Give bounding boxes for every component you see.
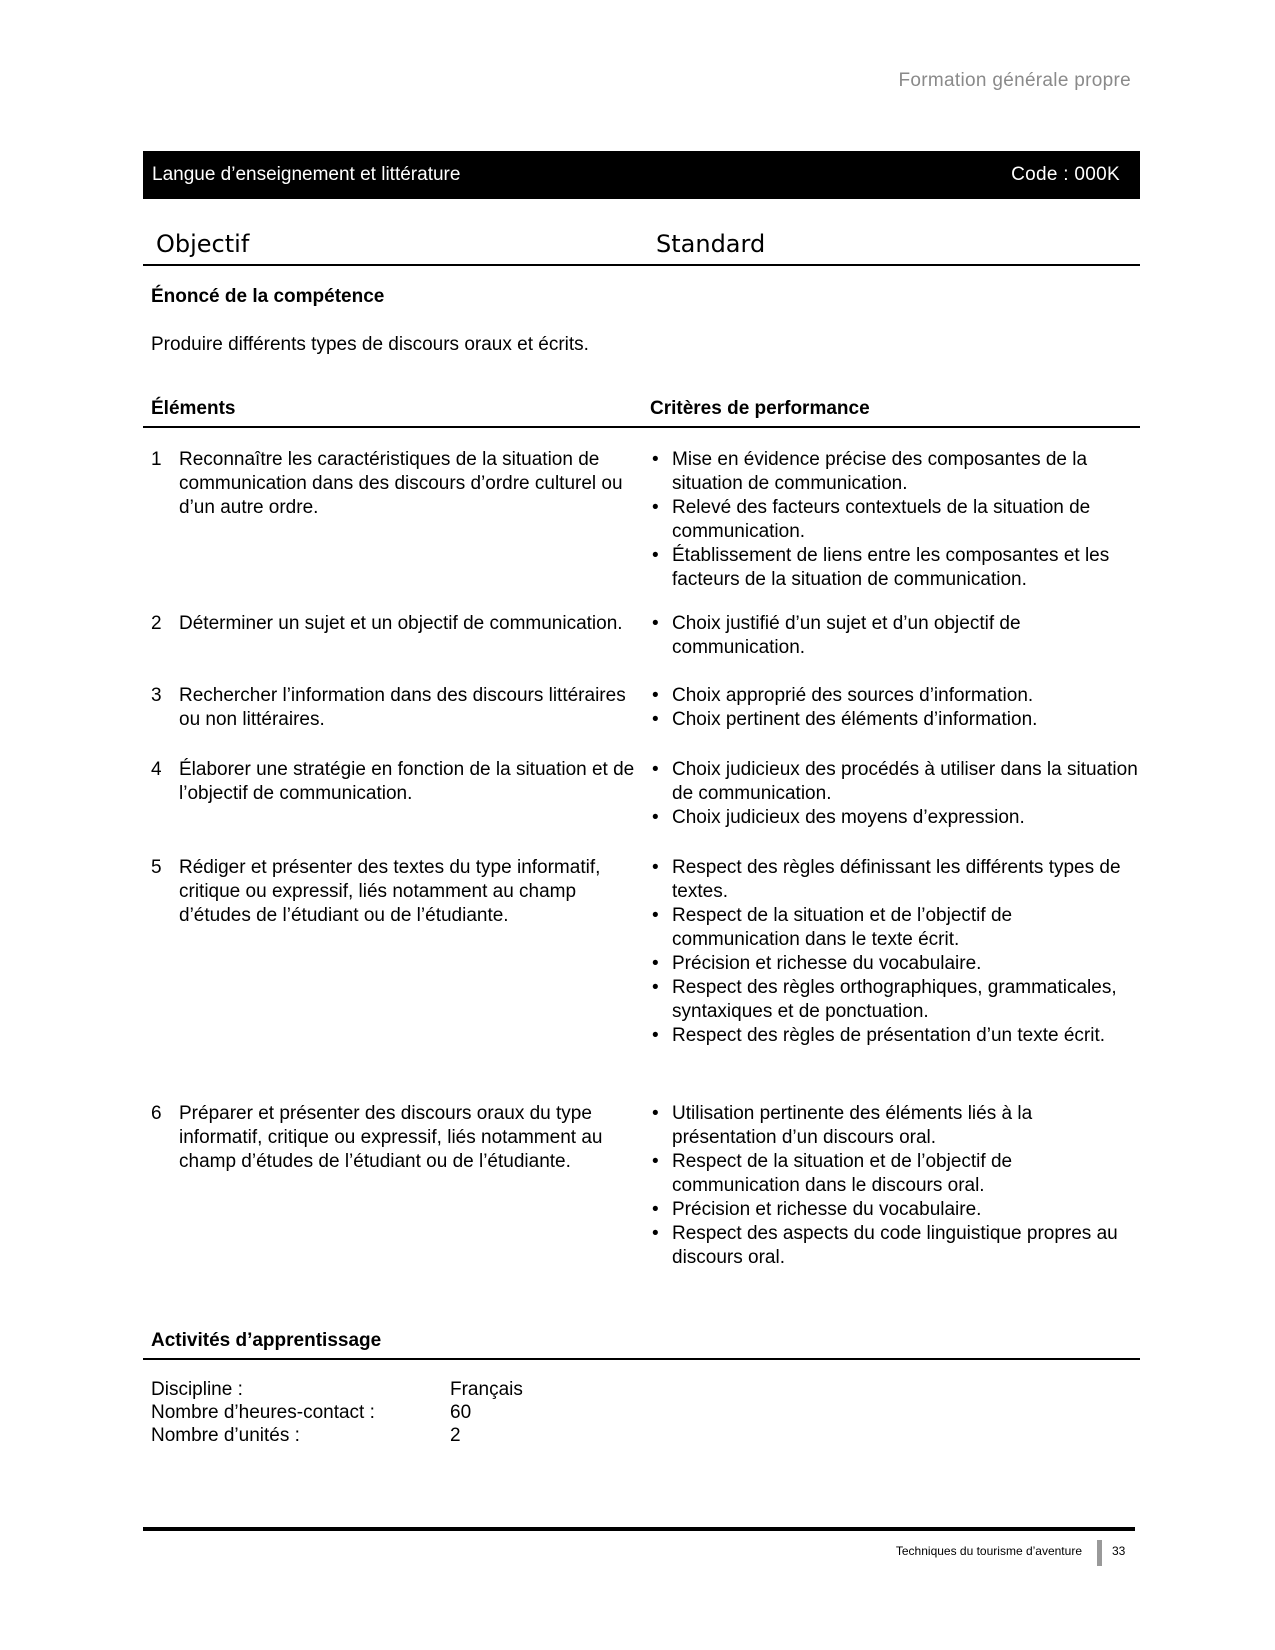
criterion-item: • Choix judicieux des moyens d’expression.	[650, 806, 1140, 830]
page-number: 33	[1112, 1544, 1126, 1558]
criterion-item: • Respect des règles de présentation d’un texte écrit.	[650, 1024, 1140, 1048]
element-number: 4	[151, 759, 162, 780]
section-header: Formation générale propre	[898, 70, 1131, 91]
criteria-list	[650, 448, 1140, 592]
meta-value: Français	[450, 1379, 523, 1400]
criterion-item: • Choix approprié des sources d’information.	[650, 684, 1140, 708]
course-title: Langue d’enseignement et littérature	[152, 164, 461, 185]
element-number: 2	[151, 613, 162, 634]
criteria-list	[650, 758, 1140, 830]
element-text: Rechercher l’information dans des discours littéraires ou non littéraires.	[179, 685, 626, 730]
criterion-item: • Respect des règles définissant les différents types de textes.	[650, 856, 1140, 904]
meta-value: 2	[450, 1425, 461, 1446]
criteria-list	[650, 612, 1140, 660]
criterion-item: • Choix justifié d’un sujet et d’un objectif de communication.	[650, 612, 1140, 660]
elements-table-header	[143, 398, 1140, 428]
meta-label: Discipline :	[151, 1379, 243, 1400]
element-number: 3	[151, 685, 162, 706]
element-number: 5	[151, 857, 162, 878]
element-number: 1	[151, 449, 162, 470]
meta-value: 60	[450, 1402, 472, 1423]
criterion-item: • Précision et richesse du vocabulaire.	[650, 952, 1140, 976]
meta-label: Nombre d’heures-contact :	[151, 1402, 375, 1423]
criteria-list	[650, 856, 1140, 1048]
competence-heading: Énoncé de la compétence	[151, 286, 385, 307]
criterion-item: • Précision et richesse du vocabulaire.	[650, 1198, 1140, 1222]
element-text: Élaborer une stratégie en fonction de la situation et de l’objectif de communication.	[179, 759, 635, 804]
footer-title: Techniques du tourisme d’aventure	[895, 1544, 1082, 1558]
course-code: Code : 000K	[1011, 164, 1120, 185]
criterion-item: • Établissement de liens entre les composantes et les facteurs de la situation de communication.	[650, 544, 1140, 592]
criterion-item: • Respect des aspects du code linguistique propres au discours oral.	[650, 1222, 1140, 1270]
criterion-item: • Respect de la situation et de l’objectif de communication dans le texte écrit.	[650, 904, 1140, 952]
criterion-item: • Choix judicieux des procédés à utiliser dans la situation de communication.	[650, 758, 1140, 806]
objectif-standard-header	[143, 228, 1140, 266]
meta-label: Nombre d’unités :	[151, 1425, 300, 1446]
standard-heading: Standard	[656, 230, 766, 258]
footer-separator	[1097, 1540, 1102, 1566]
criterion-item: • Choix pertinent des éléments d’information.	[650, 708, 1140, 732]
criteria-list	[650, 684, 1140, 732]
elements-column-heading: Éléments	[151, 398, 236, 419]
element-text: Déterminer un sujet et un objectif de communication.	[179, 613, 623, 634]
element-text: Préparer et présenter des discours oraux du type informatif, critique ou expressif, liés notamment au champ d’études de l’étudiant ou de l’étudiante.	[179, 1103, 603, 1172]
footer-rule	[143, 1527, 1135, 1531]
activites-heading	[143, 1330, 1140, 1360]
criterion-item: • Respect des règles orthographiques, grammaticales, syntaxiques et de ponctuation.	[650, 976, 1140, 1024]
criteres-column-heading: Critères de performance	[650, 398, 870, 419]
element-text: Reconnaître les caractéristiques de la situation de communication dans des discours d’ordre culturel ou d’un autre ordre.	[179, 449, 623, 518]
criterion-item: • Respect de la situation et de l’objectif de communication dans le discours oral.	[650, 1150, 1140, 1198]
element-number: 6	[151, 1103, 162, 1124]
competence-text: Produire différents types de discours oraux et écrits.	[151, 334, 589, 355]
objectif-heading: Objectif	[156, 230, 250, 258]
activites-heading-text: Activités d’apprentissage	[151, 1330, 382, 1351]
criterion-item: • Relevé des facteurs contextuels de la situation de communication.	[650, 496, 1140, 544]
criteria-list	[650, 1102, 1140, 1270]
element-text: Rédiger et présenter des textes du type informatif, critique ou expressif, liés notamment au champ d’études de l’étudiant ou de l’étudiante.	[179, 857, 601, 926]
criterion-item: • Mise en évidence précise des composantes de la situation de communication.	[650, 448, 1140, 496]
course-title-bar	[143, 151, 1140, 199]
criterion-item: • Utilisation pertinente des éléments liés à la présentation d’un discours oral.	[650, 1102, 1140, 1150]
